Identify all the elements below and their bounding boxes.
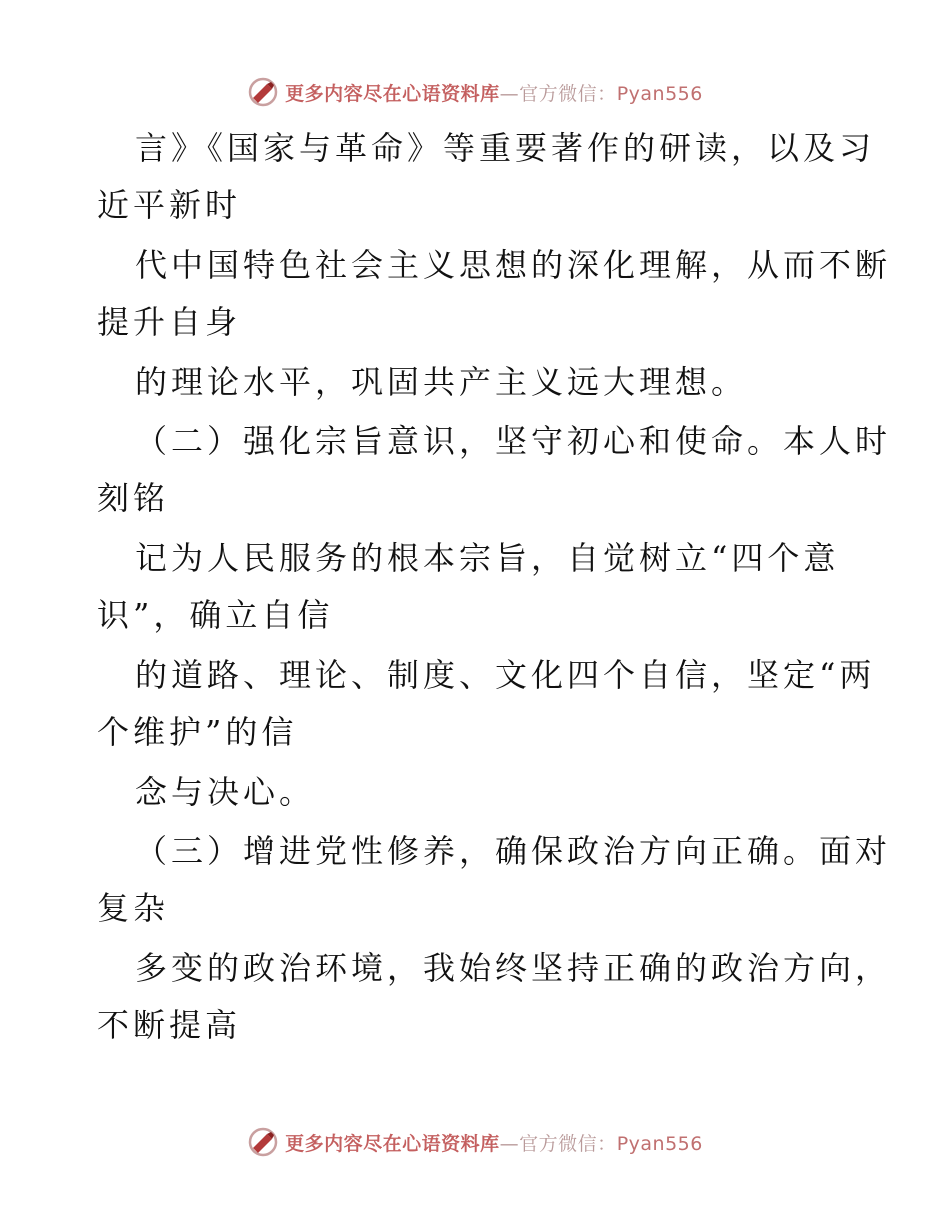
text-line: 识”，确立自信: [97, 596, 334, 634]
text-line: （二）强化宗旨意识，坚守初心和使命。本人时: [135, 422, 892, 460]
watermark-official-label: 官方微信：: [519, 82, 617, 105]
text-line: 个维护”的信: [97, 713, 298, 751]
text-line: 代中国特色社会主义思想的深化理解，从而不断: [135, 246, 892, 284]
text-line: 言》《国家与革命》等重要著作的研读，以及习: [135, 129, 876, 167]
footer-watermark: [0, 1122, 950, 1162]
text-line: 近平新时: [97, 186, 242, 224]
watermark-separator: —: [499, 1132, 520, 1155]
pen-logo-icon: [247, 1126, 279, 1158]
text-line: 记为人民服务的根本宗旨，自觉树立“四个意: [135, 539, 840, 577]
watermark-official-label: 官方微信：: [519, 1132, 617, 1155]
text-line: 念与决心。: [135, 773, 316, 811]
watermark-account: Pyan556: [616, 82, 703, 105]
text-line: 的理论水平，巩固共产主义远大理想。: [135, 363, 748, 401]
text-line: 多变的政治环境，我始终坚持正确的政治方向，: [135, 949, 892, 987]
text-line: 刻铭: [97, 479, 170, 517]
watermark-text: [285, 1129, 703, 1156]
watermark-brand: 更多内容尽在心语资料库: [285, 1132, 500, 1155]
watermark-account: Pyan556: [616, 1132, 703, 1155]
text-line: 不断提高: [97, 1006, 242, 1044]
watermark-brand: 更多内容尽在心语资料库: [285, 82, 500, 105]
watermark-separator: —: [499, 82, 520, 105]
text-line: 复杂: [97, 889, 170, 927]
text-line: （三）增进党性修养，确保政治方向正确。面对: [135, 832, 892, 870]
text-line: 的道路、理论、制度、文化四个自信，坚定“两: [135, 656, 876, 694]
text-line: 提升自身: [97, 303, 242, 341]
